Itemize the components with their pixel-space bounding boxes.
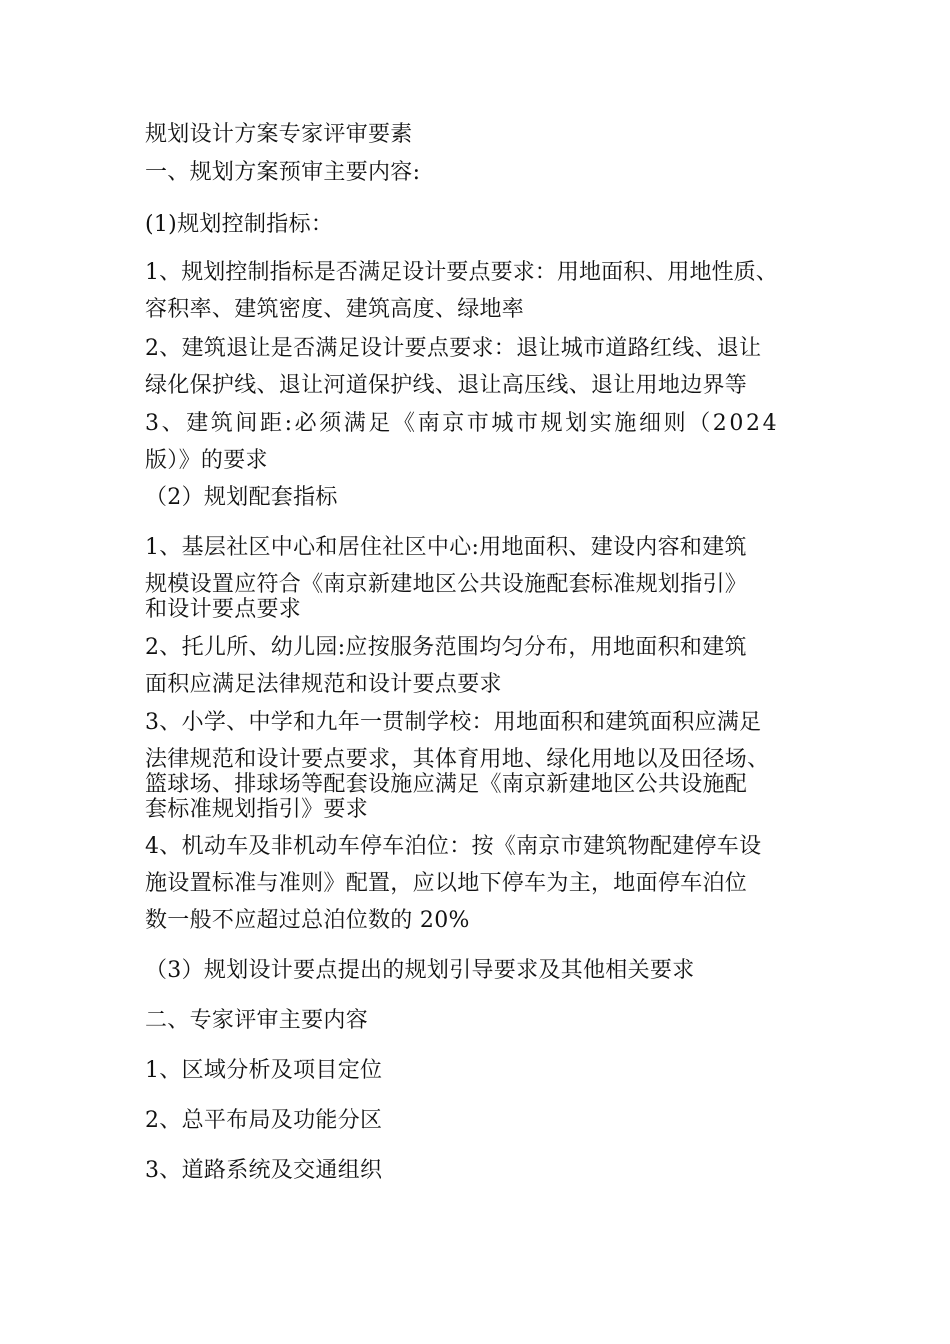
sub2-item4-line3: 数一般不应超过总泊位数的 20%: [145, 908, 470, 933]
sub2-item1-line2: 规模设置应符合《南京新建地区公共设施配套标准规划指引》: [145, 572, 748, 597]
sub1-item2-line2: 绿化保护线、退让河道保护线、退让高压线、退让用地边界等: [145, 373, 748, 398]
section2-item1: 1、区域分析及项目定位: [145, 1058, 383, 1083]
sub2-item2-line1: 2、托儿所、幼儿园:应按服务范围均匀分布，用地面积和建筑: [145, 635, 747, 660]
sub2-item2-line2: 面积应满足法律规范和设计要点要求: [145, 672, 502, 697]
sub1-item2-line1: 2、建筑退让是否满足设计要点要求：退让城市道路红线、退让: [145, 336, 762, 361]
sub1-item1-line1: 1、规划控制指标是否满足设计要点要求：用地面积、用地性质、: [145, 260, 778, 285]
section1-heading: 一、规划方案预审主要内容:: [145, 160, 421, 185]
section2-item3: 3、道路系统及交通组织: [145, 1158, 383, 1183]
sub2-item3-line3: 篮球场、排球场等配套设施应满足《南京新建地区公共设施配: [145, 772, 748, 797]
section2-item2: 2、总平布局及功能分区: [145, 1108, 383, 1133]
section2-heading: 二、专家评审主要内容: [145, 1008, 369, 1033]
sub2-item4-line2: 施设置标准与准则》配置，应以地下停车为主，地面停车泊位: [145, 871, 748, 896]
sub2-item3-line1: 3、小学、中学和九年一贯制学校：用地面积和建筑面积应满足: [145, 710, 762, 735]
sub2-item1-line3: 和设计要点要求: [145, 597, 302, 622]
document-title: 规划设计方案专家评审要素: [145, 122, 413, 147]
sub2-item1-line1: 1、基层社区中心和居住社区中心:用地面积、建设内容和建筑: [145, 535, 747, 560]
sub1-item3-line2: 版）》的要求: [145, 448, 268, 473]
sub2-item4-line1: 4、机动车及非机动车停车泊位：按《南京市建筑物配建停车设: [145, 834, 762, 859]
sub2-heading: （2）规划配套指标: [145, 485, 338, 510]
sub2-item3-line2: 法律规范和设计要点要求，其体育用地、绿化用地以及田径场、: [145, 747, 770, 772]
sub3-heading: （3）规划设计要点提出的规划引导要求及其他相关要求: [145, 958, 695, 983]
sub2-item3-line4: 套标准规划指引》要求: [145, 797, 369, 822]
sub1-heading: (1)规划控制指标：: [145, 212, 334, 237]
sub1-item3-line1: 3、建筑间距:必须满足《南京市城市规划实施细则（2024: [145, 411, 780, 436]
sub1-item1-line2: 容积率、建筑密度、建筑高度、绿地率: [145, 297, 525, 322]
